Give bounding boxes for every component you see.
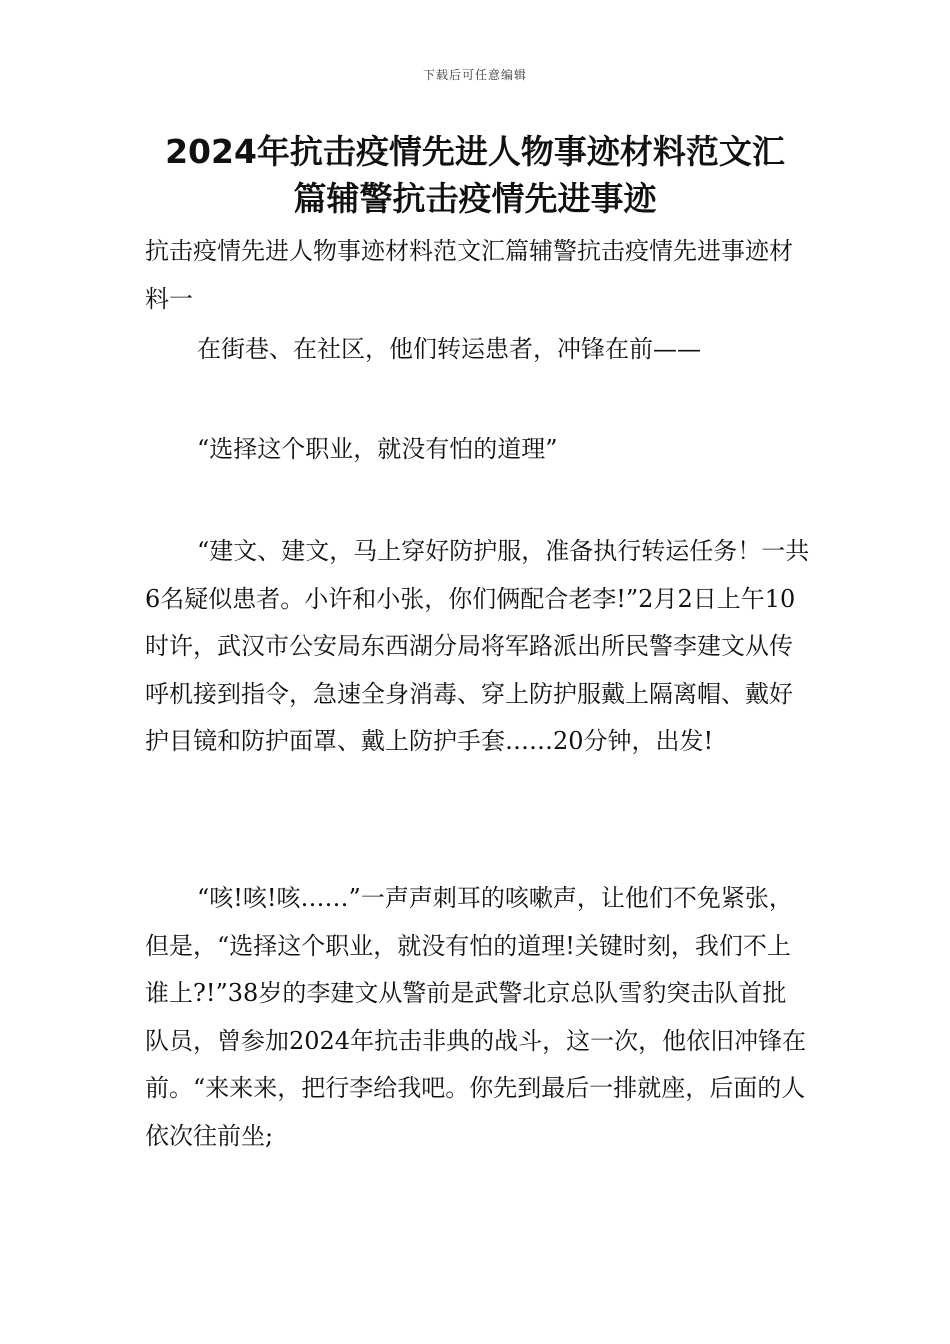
- title-line-2: 篇辅警抗击疫情先进事迹: [293, 179, 657, 218]
- intro-paragraph: 抗击疫情先进人物事迹材料范文汇篇辅警抗击疫情先进事迹材料一: [145, 237, 793, 313]
- document-title: [120, 128, 830, 222]
- paragraph-4: “咳!咳!咳……”一声声刺耳的咳嗽声，让他们不免紧张，但是，“选择这个职业，就没有怕的道理!关键时刻，我们不上谁上?!”38岁的李建文从警前是武警北京总队雪豹突击队首批队员，曾参加2024年抗击非典的战斗，这一次，他依旧冲锋在前。“来来来，把行李给我吧。你先到最后一排就座，后面的人依次往前坐;: [145, 884, 807, 1150]
- paragraph-2: “选择这个职业，就没有怕的道理”: [197, 435, 558, 463]
- paragraph-1: 在街巷、在社区，他们转运患者，冲锋在前——: [197, 335, 701, 363]
- header-note: 下载后可任意编辑: [422, 68, 527, 82]
- paragraph-3: “建文、建文，马上穿好防护服，准备执行转运任务！一共6名疑似患者。小许和小张，你们俩配合老李!”2月2日上午10时许，武汉市公安局东西湖分局将军路派出所民警李建文从传呼机接到指令，急速全身消毒、穿上防护服戴上隔离帽、戴好护目镜和防护面罩、戴上防护手套……20分钟，出发!: [145, 537, 810, 755]
- title-line-1: 2024年抗击疫情先进人物事迹材料范文汇: [165, 132, 785, 171]
